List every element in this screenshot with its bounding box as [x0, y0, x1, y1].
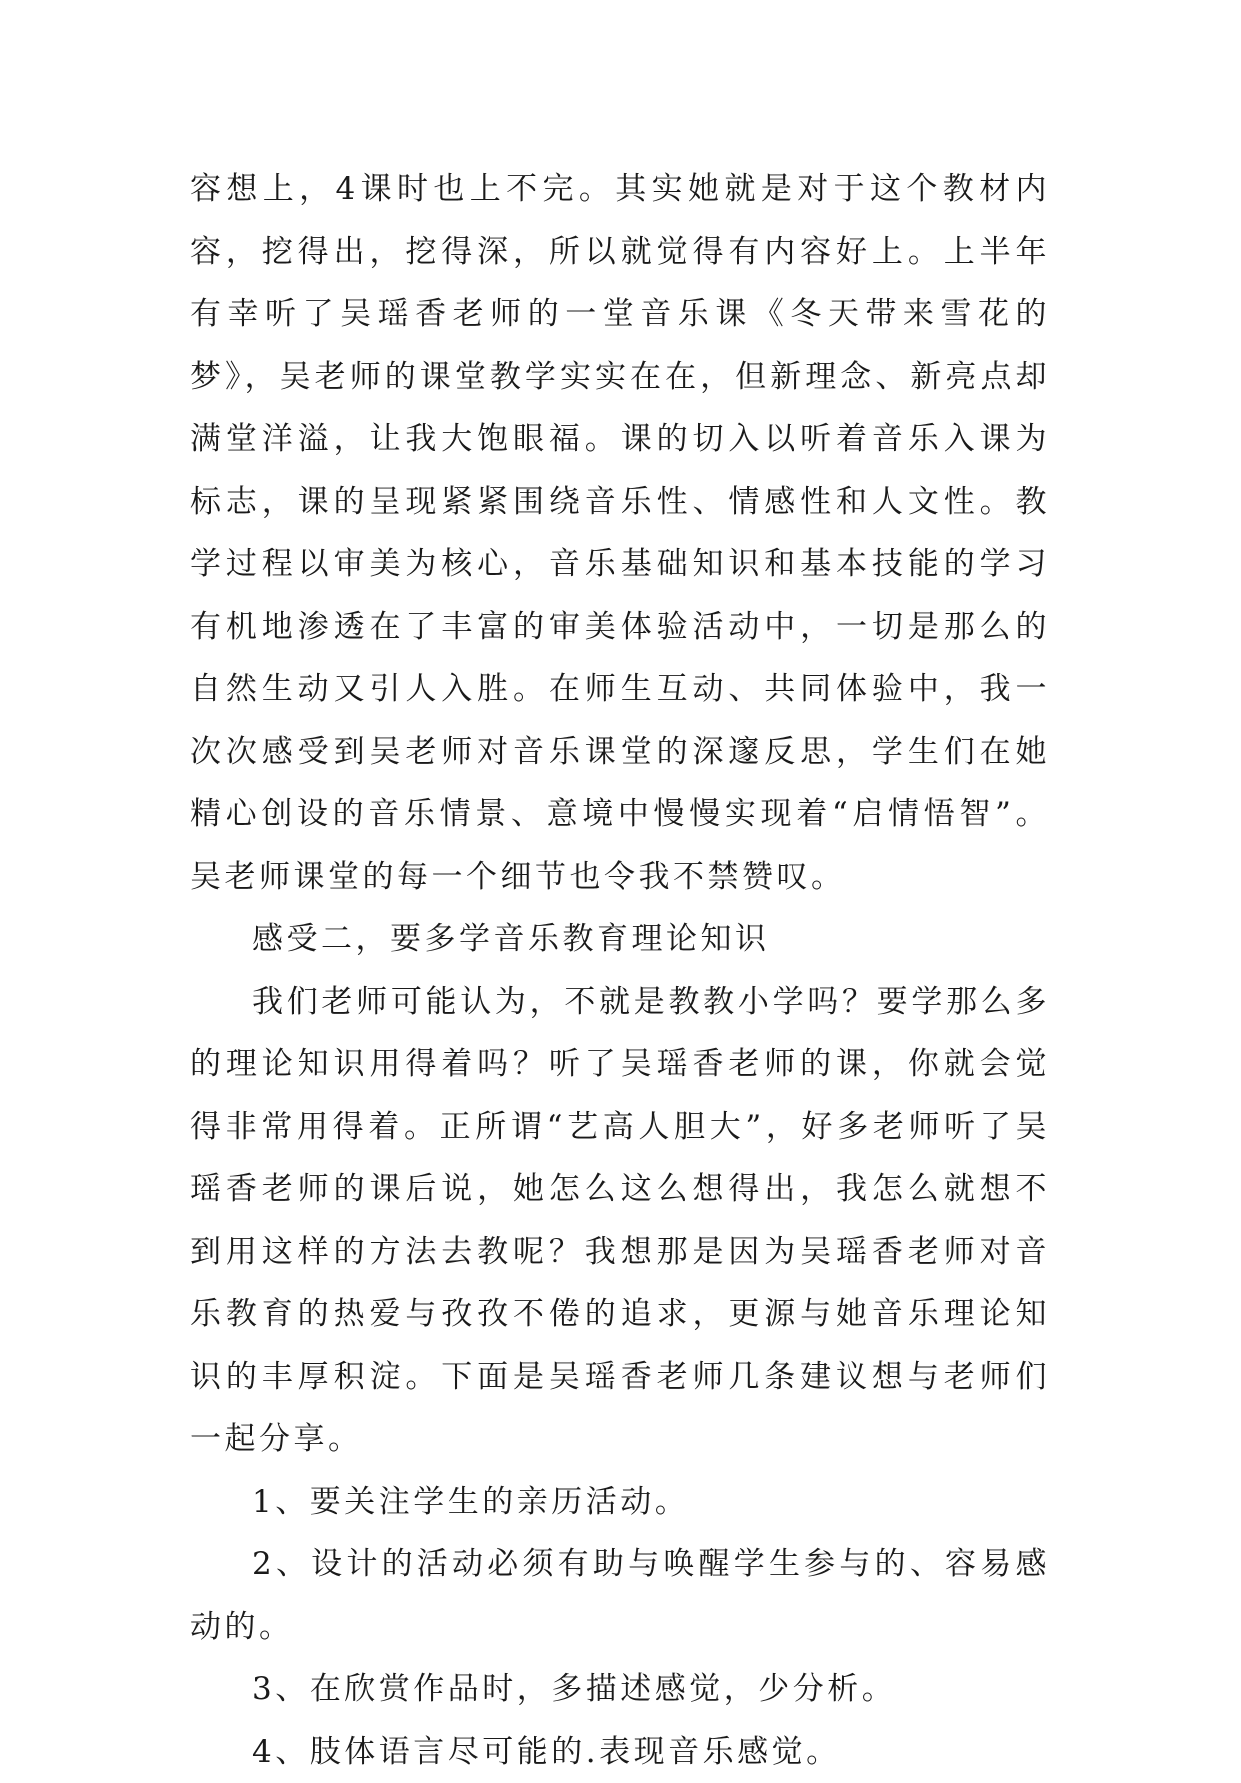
list-item-2: 2、设计的活动必须有助与唤醒学生参与的、容易感动的。: [190, 1533, 1050, 1658]
document-body: [190, 158, 1050, 1783]
list-item-4: 4、肢体语言尽可能的.表现音乐感觉。: [190, 1721, 1050, 1783]
paragraph-continuation: 容想上，4课时也上不完。其实她就是对于这个教材内容，挖得出，挖得深，所以就觉得有内容好上。上半年有幸听了吴瑶香老师的一堂音乐课《冬天带来雪花的梦》，吴老师的课堂教学实实在在，但新理念、新亮点却满堂洋溢，让我大饱眼福。课的切入以听着音乐入课为标志，课的呈现紧紧围绕音乐性、情感性和人文性。教学过程以审美为核心，音乐基础知识和基本技能的学习有机地渗透在了丰富的审美体验活动中，一切是那么的自然生动又引人入胜。在师生互动、共同体验中，我一次次感受到吴老师对音乐课堂的深邃反思，学生们在她精心创设的音乐情景、意境中慢慢实现着“启情悟智”。吴老师课堂的每一个细节也令我不禁赞叹。: [190, 158, 1050, 908]
paragraph-theory: 我们老师可能认为，不就是教教小学吗？要学那么多的理论知识用得着吗？听了吴瑶香老师的课，你就会觉得非常用得着。正所谓“艺高人胆大”，好多老师听了吴瑶香老师的课后说，她怎么这么想得出，我怎么就想不到用这样的方法去教呢？我想那是因为吴瑶香老师对音乐教育的热爱与孜孜不倦的追求，更源与她音乐理论知识的丰厚积淀。下面是吴瑶香老师几条建议想与老师们一起分享。: [190, 971, 1050, 1471]
list-item-1: 1、要关注学生的亲历活动。: [190, 1471, 1050, 1534]
section-heading: 感受二，要多学音乐教育理论知识: [190, 908, 1050, 971]
list-item-3: 3、在欣赏作品时，多描述感觉，少分析。: [190, 1658, 1050, 1721]
